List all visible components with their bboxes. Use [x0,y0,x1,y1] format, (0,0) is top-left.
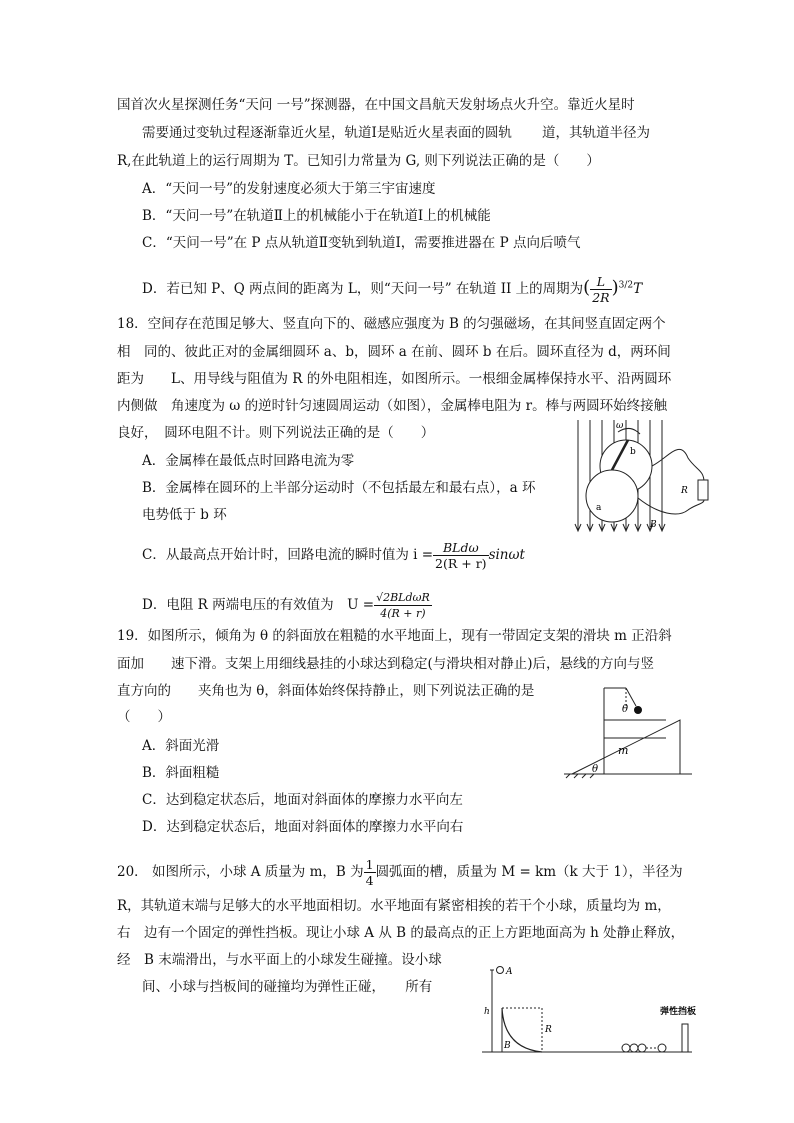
q20-line1b: 圆弧面的槽，质量为 M = km（k 大于 1），半径为 [375,864,683,880]
q20-fig-A: A [506,967,513,977]
q19-line1: 19．如图所示，倾角为 θ 的斜面放在粗糙的水平地面上，现有一带固定支架的滑块 m 正沿斜 [117,628,672,644]
q17-stem-line2b: 道，其轨道半径为 [542,125,650,141]
q18-option-a: A．金属棒在最低点时回路电流为零 [142,453,355,469]
q18-option-b-line1: B．金属棒在圆环的上半部分运动时（不包括最左和最右点），a 环 [142,480,536,496]
q20-fig-R: R [545,1025,552,1035]
q18-c-denominator: 2(R + r) [435,556,487,571]
q17-option-d: D．若已知 P、Q 两点间的距离为 L，则“天问一号” 在轨道 II 上的周期为( $\frac{L}{2R}$ )$^{3/2}$T [142,274,643,305]
q17-d-exponent: 3/2 [618,280,634,291]
q19-option-a: A．斜面光滑 [142,738,220,754]
q18-d-numerator: √2BLdωR [376,591,430,604]
q17-stem-line1: 国首次火星探测任务“天问 一号”探测器，在中国文昌航天发射场点火升空。靠近火星时 [117,97,635,113]
q18-fig-a: a [596,503,602,513]
q18-line3: 距为 L、用导线与阻值为 R 的外电阻相连，如图所示。一根细金属棒保持水平、沿两圆环 [117,371,672,387]
q20-fig-B: B [504,1041,511,1051]
q19-option-b: B．斜面粗糙 [142,765,220,781]
q18-c-numerator: BLdω [433,540,489,556]
q17-d-T: T [633,281,643,297]
q18-c-tail: sinωt [488,547,525,563]
q18-option-d [142,590,432,621]
q17-option-b: B．“天问一号”在轨道Ⅱ上的机械能小于在轨道Ⅰ上的机械能 [142,208,491,224]
q18-option-b-line2: 电势低于 b 环 [142,507,227,523]
q17-option-a: A．“天问一号”的发射速度必须大于第三宇宙速度 [142,181,436,197]
q20-ball-a [497,967,504,974]
q17-stem-line2: 需要通过变轨过程逐渐靠近火星，轨道Ⅰ是贴近火星表面的圆轨 [142,125,512,141]
q20-fig-h: h [484,1007,490,1017]
q19-line3: 直方向的 夹角也为 θ，斜面体始终保持静止，则下列说法正确的是 [117,683,535,699]
q19-option-d: D．达到稳定状态后，地面对斜面体的摩擦力水平向右 [142,819,464,835]
q18-fig-b: b [630,447,636,457]
q17-option-d-text: D．若已知 P、Q 两点间的距离为 L，则“天问一号” 在轨道 II 上的周期为 [142,281,584,297]
q17-d-numerator: L [590,274,611,290]
q19-figure [562,684,712,780]
q20-fig-wall-label: 弹性挡板 [660,1007,697,1017]
q18-line2: 相 同的、彼此正对的金属细圆环 a、b，圆环 a 在前、圆环 b 在后。圆环直径为 d，两环间 [117,344,671,360]
q18-line4: 内侧做 角速度为 ω 的逆时针匀速圆周运动（如图），金属棒电阻为 r。棒与两圆环始终接触 [117,398,668,414]
q18-line1: 18．空间存在范围足够大、竖直向下的、磁感应强度为 B 的匀强磁场，在其间竖直固定两个 [117,316,666,332]
q20-line2: R，其轨道末端与足够大的水平地面相切。水平地面有紧密相挨的若干个小球，质量均为 m， [117,898,671,914]
q20-line1 [117,857,683,888]
q19-fig-theta2: θ [592,764,599,775]
q19-line4: （ ） [117,709,171,725]
q17-d-denominator: 2R [592,290,610,305]
q18-fig-B: B [650,520,657,530]
q20-frac-denominator: 4 [365,873,374,888]
q19-line2: 面加 速下滑。支架上用细线悬挂的小球达到稳定(与滑块相对静止)后，悬线的方向与竖 [117,656,655,672]
q20-line5: 间、小球与挡板间的碰撞均为弹性正碰， 所有 [142,979,433,995]
q18-option-d-text: D．电阻 R 两端电压的有效值为 U = [142,597,375,613]
q18-line5: 良好， 圆环电阻不计。则下列说法正确的是（ ） [117,425,435,441]
q17-option-c: C．“天问一号”在 P 点从轨道Ⅱ变轨到轨道Ⅰ，需要推进器在 P 点向后喷气 [142,235,581,251]
q19-ball [634,706,642,714]
q18-option-c-text: C．从最高点开始计时，回路电流的瞬时值为 i = [142,547,434,563]
q18-figure [568,418,718,538]
q20-figure [478,960,718,1060]
q18-fig-omega: ω [616,421,624,431]
q20-line3: 右 边有一个固定的弹性挡板。现让小球 A 从 B 的最高点的正上方距地面高为 h 处静止释放， [117,925,685,941]
q17-stem-line3: R,在此轨道上的运行周期为 T。已知引力常量为 G, 则下列说法正确的是（ ） [117,153,600,169]
q20-line4: 经 B 末端滑出，与水平面上的小球发生碰撞。设小球 [117,952,442,968]
q19-option-c: C．达到稳定状态后，地面对斜面体的摩擦力水平向左 [142,792,463,808]
q20-line1a: 20． 如图所示，小球 A 质量为 m，B 为 [117,864,364,880]
q18-fig-R: R [681,486,688,496]
q18-option-c [142,540,525,571]
q20-frac-numerator: 1 [365,857,374,872]
q19-fig-m: m [618,744,629,757]
q18-d-denominator: 4(R + r) [380,607,426,620]
q19-fig-theta1: θ [622,704,629,715]
